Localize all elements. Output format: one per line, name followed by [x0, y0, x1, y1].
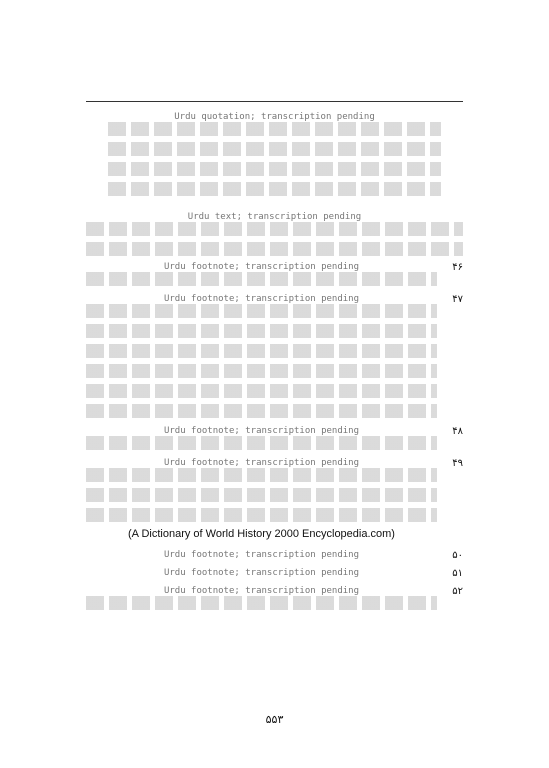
footnote-51: [86, 568, 463, 578]
footnote-48: [86, 426, 463, 450]
footnotes: [86, 212, 463, 618]
quote-status: Urdu quotation; transcription pending: [174, 112, 375, 122]
footnote-number: ۵۱: [452, 568, 463, 579]
footnote-number: ۵۰: [452, 550, 463, 561]
footnote-number: ۴۶: [452, 262, 463, 273]
footnote-number: ۴۸: [452, 426, 463, 437]
reference-citation: (A Dictionary of World History 2000 Encyclopedia.com): [128, 528, 395, 540]
footnote-46: [86, 262, 463, 286]
footnote-47-status: Urdu footnote; transcription pending: [163, 294, 360, 304]
footnote-51-status: Urdu footnote; transcription pending: [163, 568, 360, 578]
footnote-49-status: Urdu footnote; transcription pending: [163, 458, 360, 468]
footnote-50: [86, 550, 463, 560]
footnote-number: ۵۲: [452, 586, 463, 597]
footnote-48-status: Urdu footnote; transcription pending: [163, 426, 360, 436]
header-rule: [86, 101, 463, 102]
footnote-49: [86, 458, 463, 540]
intro-status: Urdu text; transcription pending: [187, 212, 362, 222]
footnote-50-status: Urdu footnote; transcription pending: [163, 550, 360, 560]
page-number: ۵۵۳: [265, 713, 284, 726]
footnote-number: ۴۷: [452, 294, 463, 305]
footnote-number: ۴۹: [452, 458, 463, 469]
footnote-52-status: Urdu footnote; transcription pending: [163, 586, 360, 596]
quoted-passage: [108, 112, 441, 202]
footnote-46-status: Urdu footnote; transcription pending: [163, 262, 360, 272]
footnote-52: [86, 586, 463, 610]
footnote-47: [86, 294, 463, 418]
